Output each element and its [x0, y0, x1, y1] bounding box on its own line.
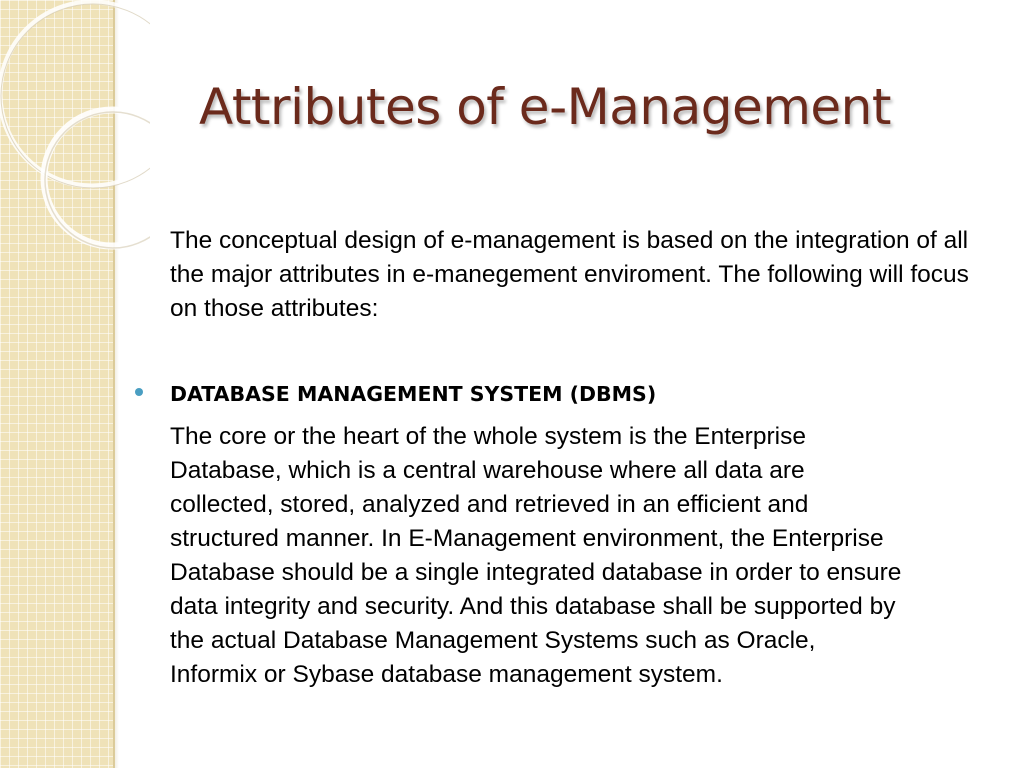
bullet-heading: DATABASE MANAGEMENT SYSTEM (DBMS) [170, 382, 657, 406]
slide-title: Attributes of e-Management [199, 78, 891, 136]
intro-paragraph: The conceptual design of e-management is based on the integration of all the major attributes in e-manegement enviroment. The following will focus on those attributes: [170, 227, 969, 322]
bullet-body-paragraph: The core or the heart of the whole system is the Enterprise Database, which is a central warehouse where all data are collected, stored, analyzed and retrieved in an efficient and structured manner. In E-Management environment, the Enterprise Database should be a single integrated database in order to ensure data integrity and security. And this database shall be supported by the actual Database Management Systems such as Oracle, Informix or Sybase database management system. [170, 423, 902, 688]
bullet-dot-icon [135, 388, 143, 396]
